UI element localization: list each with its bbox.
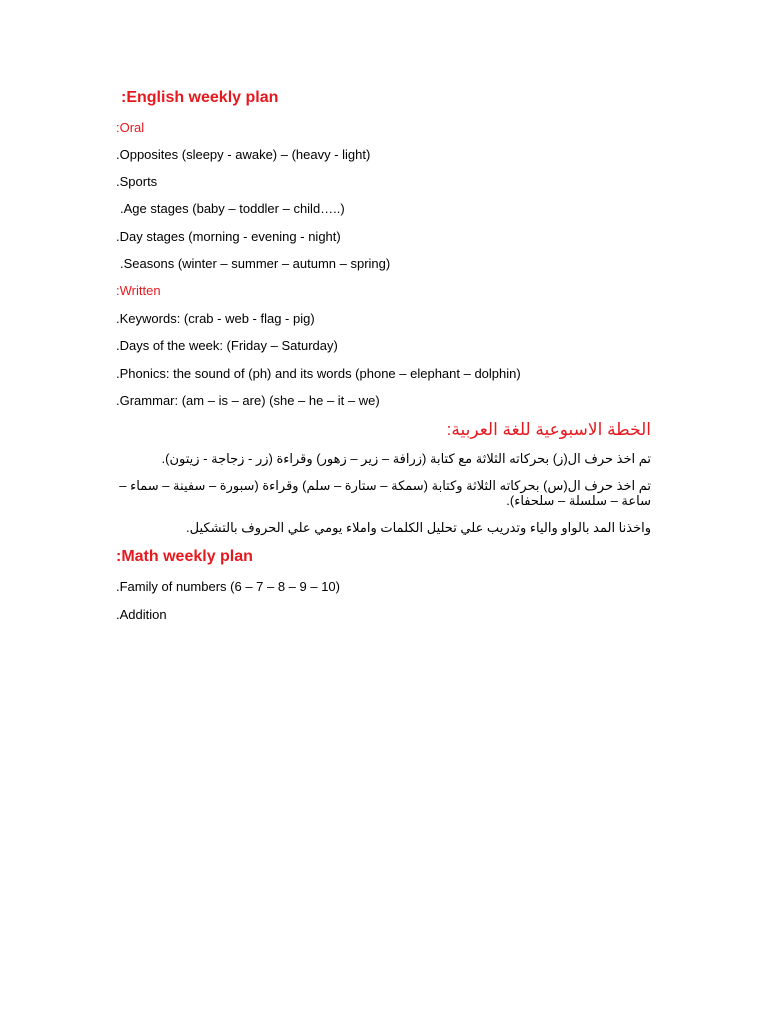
oral-item: .Day stages (morning - evening - night) bbox=[116, 229, 341, 244]
math-item: .Addition bbox=[116, 607, 167, 622]
arabic-item: تم اخذ حرف ال(س) بحركاته الثلاثة وكتابة (سمكة – ستارة – سلم) وقراءة (سبورة – سفينة – سماء – ساعة – سلسلة – سلحفاء). bbox=[119, 478, 651, 508]
oral-item: .Opposites (sleepy - awake) – (heavy - light) bbox=[116, 147, 371, 162]
oral-label: :Oral bbox=[116, 120, 145, 135]
written-item: .Phonics: the sound of (ph) and its words (phone – elephant – dolphin) bbox=[116, 366, 521, 381]
written-item: .Days of the week: (Friday – Saturday) bbox=[116, 338, 338, 353]
math-item: .Family of numbers (6 – 7 – 8 – 9 – 10) bbox=[116, 579, 340, 594]
oral-item: .Seasons (winter – summer – autumn – spring) bbox=[120, 256, 391, 271]
arabic-plan-heading: الخطة الاسبوعية للغة العربية: bbox=[446, 420, 651, 439]
oral-item: .Sports bbox=[116, 174, 158, 189]
math-plan-heading: :Math weekly plan bbox=[116, 548, 253, 565]
oral-item: .Age stages (baby – toddler – child…..) bbox=[120, 201, 345, 216]
arabic-item: واخذنا المد بالواو والياء وتدريب علي تحليل الكلمات واملاء يومي علي الحروف بالتشكيل. bbox=[186, 520, 651, 535]
written-label: :Written bbox=[116, 283, 161, 298]
written-item: .Keywords: (crab - web - flag - pig) bbox=[116, 311, 315, 326]
english-plan-heading: :English weekly plan bbox=[121, 89, 279, 106]
written-item: .Grammar: (am – is – are) (she – he – it – we) bbox=[116, 393, 380, 408]
arabic-item: تم اخذ حرف ال(ز) بحركاته الثلاثة مع كتابة (زرافة – زير – زهور) وقراءة (زر - زجاجة - زيتون). bbox=[161, 451, 651, 466]
